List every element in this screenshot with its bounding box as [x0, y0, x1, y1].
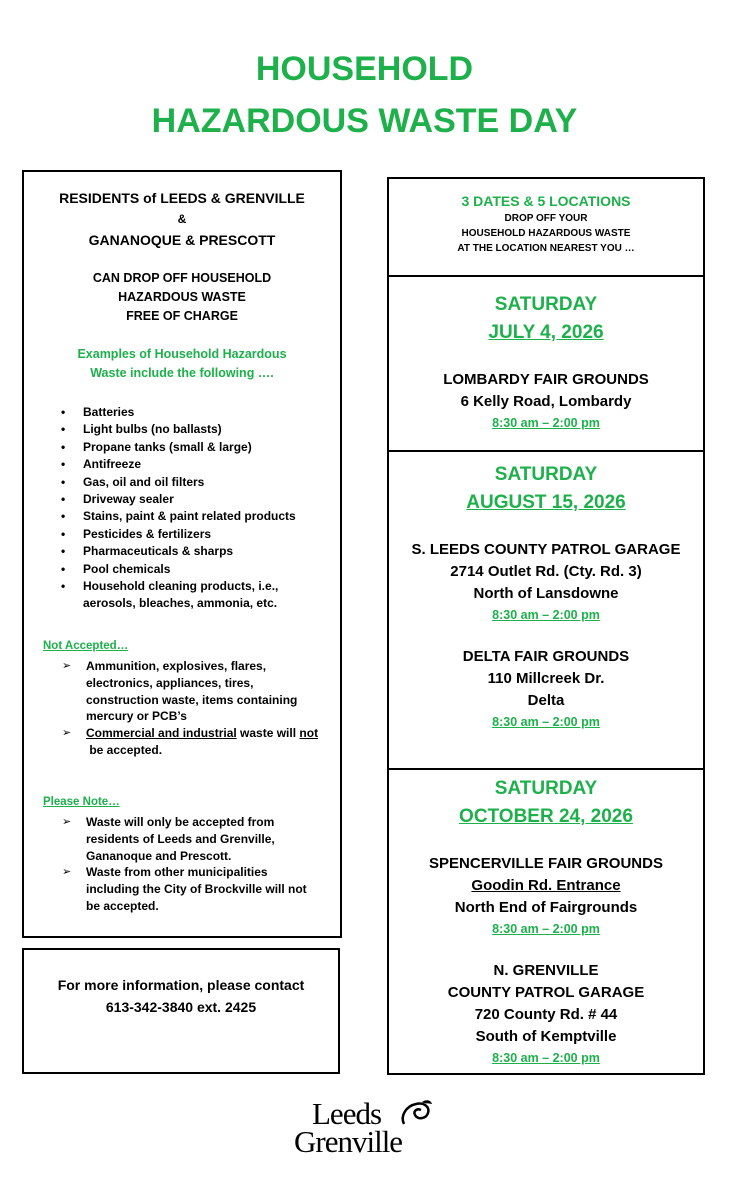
logo-swirl-icon: [398, 1098, 434, 1132]
residents-line-1: RESIDENTS of LEEDS & GRENVILLE: [59, 190, 305, 206]
examples-line-1: Examples of Household Hazardous: [77, 347, 287, 361]
events-header-line-3: HOUSEHOLD HAZARDOUS WASTE: [461, 228, 631, 239]
not-accepted-heading: Not Accepted…: [43, 640, 129, 652]
location-name: SPENCERVILLE FAIR GROUNDS: [429, 855, 663, 872]
event-august: [389, 461, 703, 732]
list-item: • Propane tanks (small & large): [24, 439, 330, 456]
event-day: SATURDAY: [494, 464, 598, 485]
contact-line-1: For more information, please contact: [57, 977, 305, 993]
list-item: [24, 725, 340, 759]
drop-line-1: CAN DROP OFF HOUSEHOLD: [92, 271, 272, 285]
event-october: [389, 775, 703, 1068]
list-item: • Pool chemicals: [24, 561, 330, 578]
list-item: [24, 658, 340, 725]
logo-line-1: Leeds: [312, 1096, 382, 1131]
events-header-line-2: DROP OFF YOUR: [504, 213, 588, 224]
arrow-bullet-icon: ➢: [62, 727, 72, 740]
list-item: [24, 864, 340, 914]
location-time: 8:30 am – 2:00 pm: [492, 922, 600, 936]
be-accepted-text: be accepted.: [86, 742, 163, 757]
drop-line-3: FREE OF CHARGE: [126, 309, 238, 323]
divider: [389, 275, 703, 277]
list-item: • Antifreeze: [24, 456, 330, 473]
location-time: 8:30 am – 2:00 pm: [492, 608, 600, 622]
list-item: • Household cleaning products, i.e., aerosols, bleaches, ammonia, etc.: [24, 578, 330, 613]
location-time: 8:30 am – 2:00 pm: [492, 416, 600, 430]
please-note-item-text: Waste will only be accepted from residents of Leeds and Grenville, Gananoque and Prescott.: [86, 815, 275, 863]
location-time: 8:30 am – 2:00 pm: [492, 715, 600, 729]
list-item: • Batteries: [24, 404, 330, 421]
residents-line-2: GANANOQUE & PRESCOTT: [88, 232, 276, 248]
waste-will-text: waste will: [236, 726, 300, 741]
not-text: not: [299, 726, 319, 741]
event-date: AUGUST 15, 2026: [466, 492, 626, 513]
drop-line-2: HAZARDOUS WASTE: [118, 290, 246, 304]
contact-phone: 613-342-3840 ext. 2425: [105, 999, 257, 1015]
list-item: • Pesticides & fertilizers: [24, 526, 330, 543]
events-header-line-4: AT THE LOCATION NEAREST YOU …: [457, 243, 635, 254]
title-line-1: HOUSEHOLD: [255, 50, 474, 88]
list-item: • Gas, oil and oil filters: [24, 474, 330, 491]
event-day: SATURDAY: [494, 294, 598, 315]
please-note-list: [24, 814, 340, 915]
event-july: [389, 291, 703, 433]
not-accepted-list: [24, 658, 340, 759]
divider: [389, 768, 703, 770]
location-address-2: South of Kemptville: [475, 1028, 617, 1045]
hazardous-items-list: [24, 404, 330, 613]
divider: [389, 450, 703, 452]
event-day: SATURDAY: [494, 778, 598, 799]
list-item: • Stains, paint & paint related products: [24, 508, 330, 525]
please-note-heading: Please Note…: [43, 796, 120, 808]
event-date: JULY 4, 2026: [488, 322, 604, 343]
location-address-2: Delta: [527, 692, 565, 709]
arrow-bullet-icon: ➢: [62, 866, 72, 879]
events-header-title: 3 DATES & 5 LOCATIONS: [461, 193, 631, 209]
location-address-1: Goodin Rd. Entrance: [471, 877, 621, 894]
logo-line-2: Grenville: [294, 1124, 403, 1159]
location-name-1: N. GRENVILLE: [493, 962, 599, 979]
left-info-box: [22, 170, 342, 938]
list-item: [24, 814, 340, 864]
list-item: • Driveway sealer: [24, 491, 330, 508]
not-accepted-item-text: Ammunition, explosives, flares, electronics, appliances, tires, construction waste, items containing mercury or PCB’s: [86, 659, 298, 724]
location-time: 8:30 am – 2:00 pm: [492, 1051, 600, 1065]
location-address-1: 110 Millcreek Dr.: [487, 670, 605, 687]
event-date: OCTOBER 24, 2026: [459, 806, 633, 827]
leeds-grenville-logo: [290, 1098, 450, 1168]
arrow-bullet-icon: ➢: [62, 660, 72, 672]
list-item: • Light bulbs (no ballasts): [24, 421, 330, 438]
location-address-2: North End of Fairgrounds: [454, 899, 638, 916]
location-name-2: COUNTY PATROL GARAGE: [447, 984, 645, 1001]
events-box: [387, 177, 705, 1075]
location-address: 6 Kelly Road, Lombardy: [460, 393, 632, 410]
list-item: • Pharmaceuticals & sharps: [24, 543, 330, 560]
events-header: [389, 191, 703, 256]
location-address-1: 720 County Rd. # 44: [474, 1006, 618, 1023]
location-name: DELTA FAIR GROUNDS: [462, 648, 630, 665]
arrow-bullet-icon: ➢: [62, 816, 72, 828]
residents-amp: &: [177, 212, 187, 226]
examples-line-2: Waste include the following ….: [90, 366, 274, 380]
location-address-2: North of Lansdowne: [473, 585, 619, 602]
location-name: LOMBARDY FAIR GROUNDS: [443, 371, 649, 388]
please-note-item-text: Waste from other municipalities including the City of Brockville will not be accepted.: [86, 865, 307, 913]
location-name: S. LEEDS COUNTY PATROL GARAGE: [411, 541, 681, 558]
title-line-2: HAZARDOUS WASTE DAY: [151, 102, 578, 140]
location-address-1: 2714 Outlet Rd. (Cty. Rd. 3): [450, 563, 642, 580]
commercial-industrial-text: Commercial and industrial: [86, 726, 237, 741]
contact-box: [22, 948, 340, 1074]
